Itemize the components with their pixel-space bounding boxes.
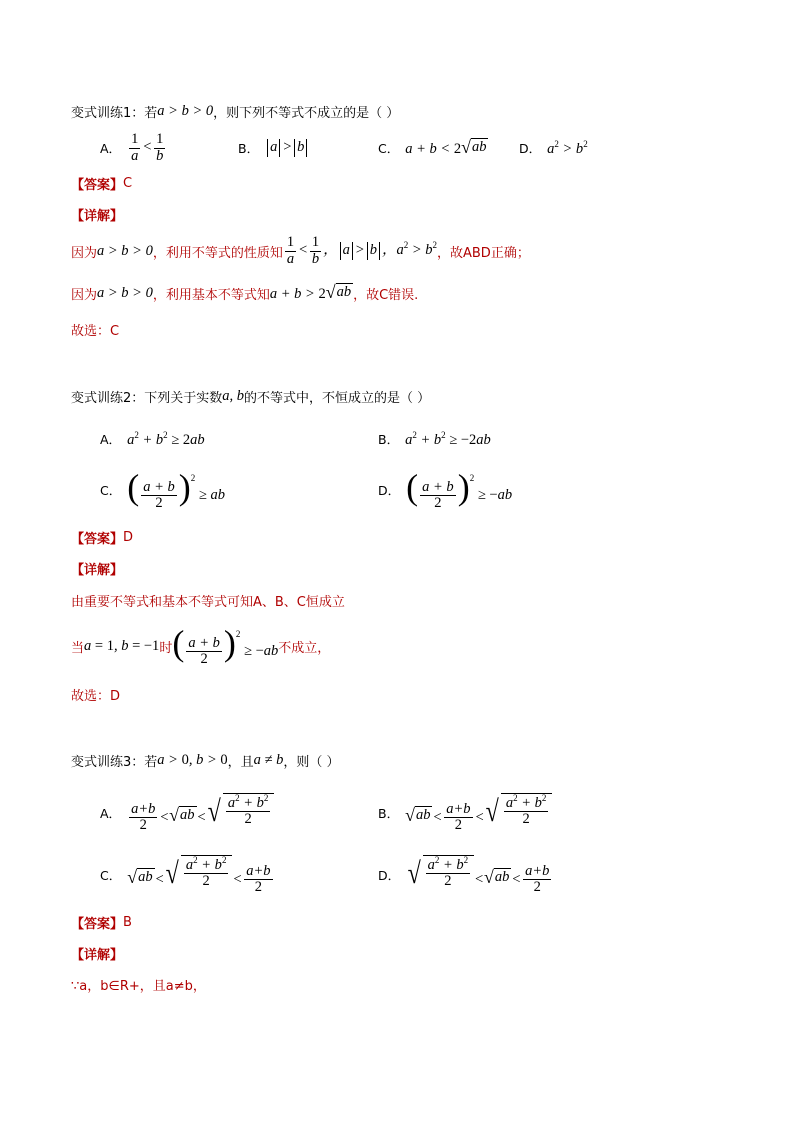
text: 不成立， xyxy=(278,640,331,656)
text: ∵a，b∈R+，且a≠b， xyxy=(71,978,206,994)
q1-option-d xyxy=(519,138,588,158)
option-label: D． xyxy=(519,141,542,156)
q2-option-d xyxy=(378,466,512,514)
q3-title xyxy=(71,749,340,771)
detail-label: 【详解】 xyxy=(71,947,124,963)
q1-detail-line2 xyxy=(71,281,418,305)
answer-label: 【答案】 xyxy=(71,177,124,193)
answer-label: 【答案】 xyxy=(71,916,124,932)
q1-title-prefix: 变式训练1：若 xyxy=(71,105,158,121)
option-math: $\frac{a+b}{2}$ < √ ab < √ $\frac{a^2 + b^2}{2}$ xyxy=(127,793,274,834)
q3-detail-line1 xyxy=(71,974,206,994)
text: ，故C错误. xyxy=(353,287,419,303)
q3-title-prefix: 变式训练3：若 xyxy=(71,754,158,770)
option-math: $a^2 + b^2 \ge 2ab$ xyxy=(127,429,205,448)
option-label: D． xyxy=(378,483,401,498)
option-math: √ ab < √ $\frac{a^2 + b^2}{2}$ < $\frac{a+b}{2}$ xyxy=(127,854,271,896)
answer-value: D xyxy=(123,529,134,545)
q1-option-a xyxy=(100,130,167,166)
text: ，利用基本不等式知 xyxy=(152,287,270,303)
answer-value: C xyxy=(123,175,133,191)
q1-detail-line1 xyxy=(71,233,530,269)
text: ，故ABD正确； xyxy=(437,245,530,261)
q2-detail-line2 xyxy=(71,622,330,670)
q3-option-d xyxy=(378,852,553,898)
q1-condition: a > b > 0 xyxy=(157,102,214,119)
q2-detail-label xyxy=(71,558,123,578)
q1-detail-label xyxy=(71,204,123,224)
math: $\frac{1}{a}$ < $\frac{1}{b}$ ， a > b ，$a^2 > b^2$ xyxy=(286,234,437,267)
q3-option-b xyxy=(378,790,552,836)
math: a > b > 0 xyxy=(97,284,153,301)
answer-label: 【答案】 xyxy=(71,531,124,547)
option-math: √ $\frac{a^2 + b^2}{2}$ < √ ab < $\frac{a+b}{2}$ xyxy=(407,854,550,896)
math: a > 0, b > 0 xyxy=(157,751,228,768)
option-label: D． xyxy=(378,868,401,883)
detail-label: 【详解】 xyxy=(71,208,124,224)
option-math: $a^2 + b^2 \ge -2ab$ xyxy=(405,429,491,448)
math: a = 1, b = −1 xyxy=(84,637,160,654)
math: a + b > 2 √ ab xyxy=(269,282,352,302)
detail-label: 【详解】 xyxy=(71,562,124,578)
q1-option-c xyxy=(378,136,488,160)
text: 因为 xyxy=(71,287,98,303)
q2-option-c xyxy=(100,466,225,514)
option-math: a > b xyxy=(265,139,309,156)
option-math: √ ab < $\frac{a+b}{2}$ < √ $\frac{a^2 + b^2}{2}$ xyxy=(405,793,552,834)
text: 故选：D xyxy=(71,688,121,704)
q2-detail-line1 xyxy=(71,589,345,611)
q3-option-a xyxy=(100,790,274,836)
option-label: C． xyxy=(100,868,122,883)
text: 因为 xyxy=(71,245,98,261)
option-math: $\frac{1}{a}$ < $\frac{1}{b}$ xyxy=(131,131,164,164)
option-label: A． xyxy=(100,432,122,447)
option-label: B． xyxy=(378,806,400,821)
q1-title xyxy=(71,100,399,122)
q2-title-prefix: 变式训练2：下列关于实数 xyxy=(71,390,223,406)
text: 时 xyxy=(159,640,173,656)
option-label: A． xyxy=(100,806,122,821)
q1-title-suffix: ，则下列不等式不成立的是（ ） xyxy=(213,105,400,121)
q2-title-suffix: 的不等式中，不恒成立的是（ ） xyxy=(244,390,431,406)
q2-choose xyxy=(71,684,120,704)
option-math: a + b < 2 √ ab xyxy=(405,137,487,157)
option-math: $a^2 > b^2$ xyxy=(547,138,588,157)
q3-title-suffix: ，则（ ） xyxy=(283,754,340,770)
math: a > b > 0 xyxy=(97,242,153,259)
option-label: C． xyxy=(100,483,122,498)
q1-answer xyxy=(71,173,132,193)
q3-title-mid: ，且 xyxy=(227,754,254,770)
math: a ≠ b xyxy=(253,751,284,768)
q3-detail-label xyxy=(71,943,123,963)
math: ( $\frac{a + b}{2}$ )$^2$ ≥ −ab xyxy=(172,622,279,667)
option-math: ( $\frac{a + b}{2}$ )$^2$ ≥ −ab xyxy=(406,466,513,511)
q1-option-b xyxy=(238,138,309,158)
option-math: ( $\frac{a + b}{2}$ )$^2$ ≥ ab xyxy=(127,466,225,511)
q2-option-a xyxy=(100,428,205,450)
q2-option-b xyxy=(378,428,491,450)
q3-option-c xyxy=(100,852,275,898)
answer-value: B xyxy=(123,914,132,930)
option-label: B． xyxy=(238,141,260,156)
option-label: A． xyxy=(100,141,122,156)
text: 当 xyxy=(71,640,85,656)
text: 由重要不等式和基本不等式可知A、B、C恒成立 xyxy=(71,594,345,610)
math: a, b xyxy=(222,387,245,404)
q1-choose xyxy=(71,319,119,339)
text: ，利用不等式的性质知 xyxy=(152,245,283,261)
text: 故选：C xyxy=(71,323,120,339)
q3-answer xyxy=(71,912,132,932)
q2-answer xyxy=(71,527,133,547)
q2-title xyxy=(71,385,430,407)
option-label: C． xyxy=(378,141,400,156)
option-label: B． xyxy=(378,432,400,447)
